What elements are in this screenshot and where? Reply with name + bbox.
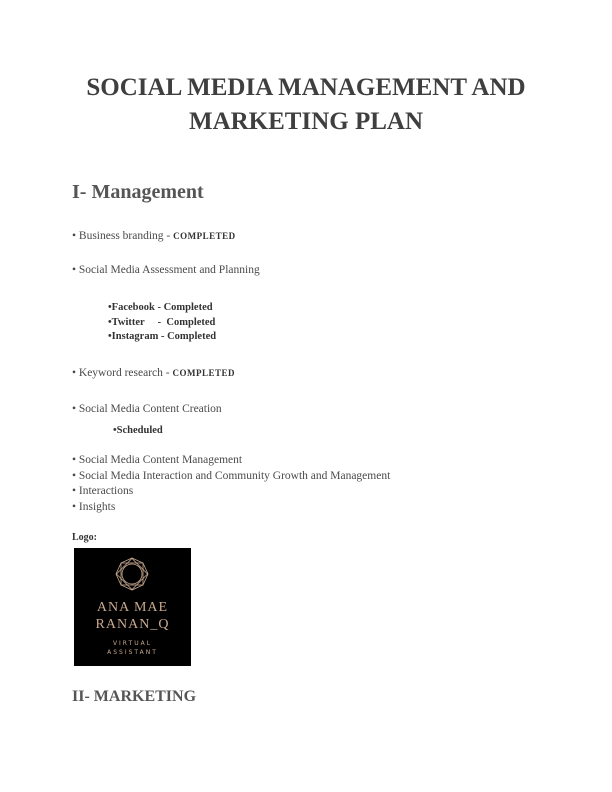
list-item-interaction: • Social Media Interaction and Community Growth and Management xyxy=(72,470,391,482)
logo-label: Logo: xyxy=(72,532,97,543)
list-item-branding xyxy=(72,230,236,242)
list-item-content-creation: • Social Media Content Creation xyxy=(72,403,222,415)
logo-text-line3: VIRTUAL xyxy=(112,640,153,647)
list-item-keyword xyxy=(72,367,235,379)
page-title-line2: MARKETING PLAN xyxy=(188,108,424,135)
sub-item-twitter: •Twitter - Completed xyxy=(108,317,216,328)
list-item-content-management: • Social Media Content Management xyxy=(72,454,243,466)
page-title-line1: SOCIAL MEDIA MANAGEMENT AND xyxy=(86,74,526,101)
logo-image xyxy=(74,548,191,666)
section-heading-marketing: II- MARKETING xyxy=(72,688,197,705)
item-label: • Business branding - xyxy=(72,230,174,242)
item-label: • Keyword research - xyxy=(72,367,173,379)
sub-item-facebook: •Facebook - Completed xyxy=(108,302,213,313)
status-label: COMPLETED xyxy=(172,368,235,378)
logo-text-line1: ANA MAE xyxy=(96,600,169,615)
section-heading-management: I- Management xyxy=(72,181,204,203)
sub-item-scheduled: •Scheduled xyxy=(113,425,163,436)
logo-text-line2: RANAN_Q xyxy=(95,617,170,632)
sub-item-instagram: •Instagram - Completed xyxy=(108,331,217,342)
list-item-assessment: • Social Media Assessment and Planning xyxy=(72,264,260,276)
status-label: COMPLETED xyxy=(173,231,236,241)
octagon-frame-icon xyxy=(114,556,150,592)
logo-text-line4: ASSISTANT xyxy=(107,649,158,656)
list-item-insights: • Insights xyxy=(72,501,116,513)
list-item-interactions: • Interactions xyxy=(72,485,134,497)
